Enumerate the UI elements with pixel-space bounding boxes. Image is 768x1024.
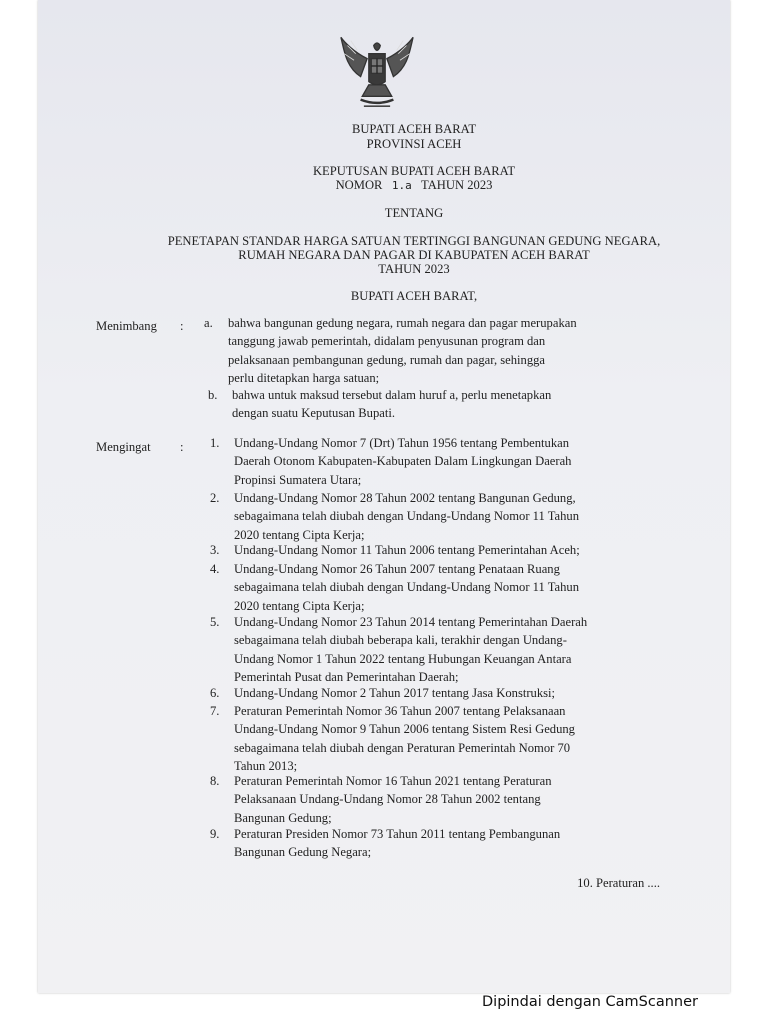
- text-line: Peraturan Presiden Nomor 73 Tahun 2011 tentang Pembangunan: [234, 827, 561, 841]
- text-line: Peraturan Pemerintah Nomor 16 Tahun 2021 tentang Peraturan: [234, 774, 552, 788]
- text-line: Undang-Undang Nomor 23 Tahun 2014 tentang Pemerintahan Daerah: [234, 615, 588, 629]
- text-line: sebagaimana telah diubah dengan Peraturan Pemerintah Nomor 70: [234, 740, 571, 755]
- text-line: dengan suatu Keputusan Bupati.: [232, 406, 395, 421]
- item-marker: 6.: [210, 686, 220, 700]
- about-heading: TENTANG: [384, 206, 444, 220]
- text-line: sebagaimana telah diubah dengan Undang-Undang Nomor 11 Tahun: [234, 509, 579, 524]
- office-line2: PROVINSI ACEH: [366, 137, 462, 151]
- subject-line3: TAHUN 2023: [378, 262, 450, 276]
- issuer-heading: BUPATI ACEH BARAT,: [350, 289, 478, 303]
- item-text: [228, 314, 656, 387]
- item-text: [234, 684, 662, 702]
- subject-line2: RUMAH NEGARA DAN PAGAR DI KABUPATEN ACEH BARAT: [238, 248, 590, 262]
- text-line: Pelaksanaan Undang-Undang Nomor 28 Tahun 2002 tentang: [234, 792, 541, 807]
- text-line: tanggung jawab pemerintah, didalam penyusunan program dan: [228, 334, 546, 349]
- text-line: 2020 tentang Cipta Kerja;: [234, 527, 365, 542]
- text-line: sebagaimana telah diubah dengan Undang-Undang Nomor 11 Tahun: [234, 580, 579, 595]
- text-line: sebagaimana telah diubah beberapa kali, terakhir dengan Undang-: [234, 633, 567, 648]
- item-text: [234, 541, 662, 559]
- menimbang-colon: :: [180, 319, 184, 333]
- text-line: Undang-Undang Nomor 9 Tahun 2006 tentang Sistem Resi Gedung: [234, 722, 575, 737]
- garuda-emblem-icon: [336, 34, 418, 116]
- text-line: perlu ditetapkan harga satuan;: [228, 370, 380, 385]
- item-text: [232, 386, 660, 423]
- item-text: [234, 560, 662, 615]
- menimbang-label: Menimbang: [96, 319, 157, 333]
- text-line: Undang Nomor 1 Tahun 2022 tentang Hubungan Keuangan Antara: [234, 651, 572, 666]
- scanner-watermark: Dipindai dengan CamScanner: [482, 994, 699, 1010]
- text-line: Propinsi Sumatera Utara;: [234, 472, 362, 487]
- item-marker: 7.: [210, 704, 220, 718]
- item-marker: 3.: [210, 543, 220, 557]
- item-marker: 4.: [210, 562, 220, 576]
- item-text: [234, 702, 662, 775]
- item-text: [234, 489, 662, 544]
- item-marker: a.: [204, 316, 213, 330]
- item-text: [234, 434, 662, 489]
- number-prefix: NOMOR: [335, 178, 383, 192]
- text-line: Undang-Undang Nomor 7 (Drt) Tahun 1956 tentang Pembentukan: [234, 436, 570, 450]
- text-line: Undang-Undang Nomor 2 Tahun 2017 tentang Jasa Konstruksi;: [234, 686, 556, 700]
- mengingat-label: Mengingat: [96, 440, 151, 454]
- item-text: [234, 613, 662, 686]
- item-marker: 2.: [210, 491, 220, 505]
- item-marker: b.: [208, 388, 218, 402]
- decree-year: TAHUN 2023: [421, 178, 493, 192]
- text-line: Bangunan Gedung;: [234, 810, 332, 825]
- subject-line1: PENETAPAN STANDAR HARGA SATUAN TERTINGGI BANGUNAN GEDUNG NEGARA,: [167, 234, 661, 248]
- item-text: [234, 772, 662, 827]
- text-line: Pemerintah Pusat dan Pemerintahan Daerah;: [234, 669, 459, 684]
- text-line: Undang-Undang Nomor 28 Tahun 2002 tentang Bangunan Gedung,: [234, 491, 576, 505]
- text-line: Daerah Otonom Kabupaten-Kabupaten Dalam Lingkungan Daerah: [234, 454, 572, 469]
- text-line: Bangunan Gedung Negara;: [234, 845, 372, 860]
- item-text: [234, 825, 662, 862]
- item-marker: 8.: [210, 774, 220, 788]
- text-line: Undang-Undang Nomor 26 Tahun 2007 tentang Penataan Ruang: [234, 562, 560, 576]
- text-line: pelaksanaan pembangunan gedung, rumah dan pagar, sehingga: [228, 352, 546, 367]
- mengingat-colon: :: [180, 440, 184, 454]
- decree-title: KEPUTUSAN BUPATI ACEH BARAT: [312, 164, 516, 178]
- number-value: 1.a: [391, 179, 412, 192]
- text-line: Peraturan Pemerintah Nomor 36 Tahun 2007 tentang Pelaksanaan: [234, 704, 566, 718]
- item-marker: 1.: [210, 436, 220, 450]
- item-marker: 9.: [210, 827, 220, 841]
- text-line: bahwa untuk maksud tersebut dalam huruf a, perlu menetapkan: [232, 388, 552, 402]
- office-line1: BUPATI ACEH BARAT: [351, 122, 477, 136]
- continuation-note: 10. Peraturan ....: [577, 876, 660, 890]
- text-line: Undang-Undang Nomor 11 Tahun 2006 tentang Pemerintahan Aceh;: [234, 543, 580, 557]
- document-page: [38, 0, 730, 993]
- item-marker: 5.: [210, 615, 220, 629]
- text-line: 2020 tentang Cipta Kerja;: [234, 598, 365, 613]
- text-line: Tahun 2013;: [234, 758, 298, 773]
- text-line: bahwa bangunan gedung negara, rumah negara dan pagar merupakan: [228, 316, 577, 330]
- decree-number: [98, 178, 730, 193]
